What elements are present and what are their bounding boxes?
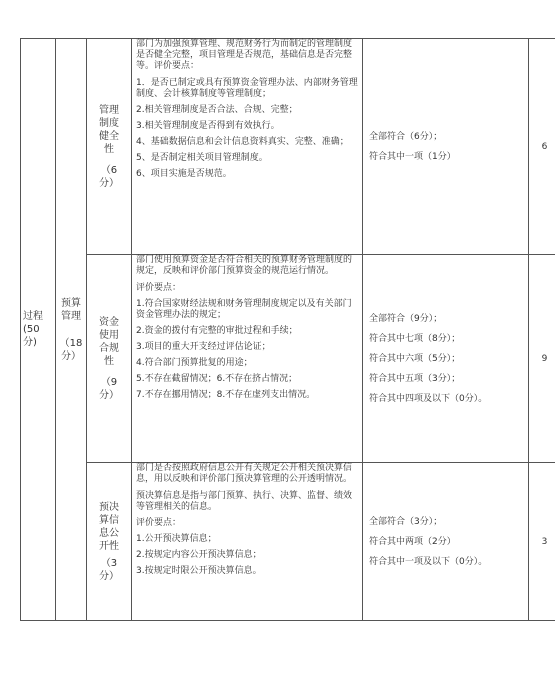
indicator-cell — [87, 463, 132, 621]
criteria-item: 全部符合（6分）； — [369, 131, 443, 142]
evaluation-table — [20, 38, 555, 621]
evaluation-point: 评价要点： — [136, 283, 182, 293]
criteria-item: 符合其中七项（8分）； — [369, 333, 461, 344]
indicator-name: 资金使用合规性 — [99, 316, 119, 367]
description-cell — [132, 39, 363, 255]
indicator-score: （3分） — [99, 557, 119, 582]
score-cell: 9 — [529, 255, 555, 463]
evaluation-point: 6、项目实施是否规范。 — [136, 169, 232, 179]
description-text: 部门是否按照政府信息公开有关规定公开相关预决算信息，用以反映和评价部门预决算管理的公开透明情况。 — [136, 463, 353, 484]
evaluation-point: 3.按规定时限公开预决算信息。 — [136, 566, 262, 576]
criteria-cell — [363, 463, 529, 621]
evaluation-point: 3.相关管理制度是否得到有效执行。 — [136, 121, 280, 131]
description-cell — [132, 255, 363, 463]
criteria-item: 全部符合（9分）； — [369, 313, 443, 324]
criteria-item: 符合其中两项（2分） — [369, 536, 456, 547]
criteria-item: 符合其中五项（3分）； — [369, 373, 461, 384]
indicator-cell — [87, 255, 132, 463]
evaluation-point: 7.不存在挪用情况；8.不存在虚列支出情况。 — [136, 390, 316, 400]
description-text: 部门使用预算资金是否符合相关的预算财务管理制度的规定，反映和评价部门预算资金的规范运行情况。 — [136, 255, 353, 276]
evaluation-point: 2.相关管理制度是否合法、合规、完整； — [136, 105, 298, 115]
criteria-item: 符合其中四项及以下（0分）。 — [369, 393, 488, 404]
evaluation-point: 预决算信息是指与部门预算、执行、决算、监督、绩效等管理相关的信息。 — [136, 491, 353, 512]
evaluation-point: 评价要点： — [136, 518, 182, 528]
table-row — [21, 255, 555, 463]
criteria-item: 符合其中六项（5分）； — [369, 353, 461, 364]
process-score: (50分) — [23, 324, 40, 348]
criteria-cell — [363, 39, 529, 255]
evaluation-point: 5、是否制定相关项目管理制度。 — [136, 153, 268, 163]
criteria-item: 符合其中一项及以下（0分）。 — [369, 556, 488, 567]
evaluation-point: 1.符合国家财经法规和财务管理制度规定以及有关部门资金管理办法的规定； — [136, 299, 352, 320]
evaluation-point: 1．是否已制定或具有预算资金管理办法、内部财务管理制度、会计核算制度等管理制度； — [136, 78, 358, 99]
evaluation-point: 2.按规定内容公开预决算信息； — [136, 550, 262, 560]
indicator-name: 管理制度健全性 — [99, 104, 119, 155]
evaluation-point: 4.符合部门预算批复的用途； — [136, 358, 253, 368]
description-cell — [132, 463, 363, 621]
evaluation-point: 2.资金的拨付有完整的审批过程和手续； — [136, 326, 298, 336]
description-text: 部门为加强预算管理、规范财务行为而制定的管理制度是否健全完整，项目管理是否规范，基础信息是否完整等。评价要点： — [136, 39, 353, 71]
indicator-score: （6分） — [99, 164, 119, 189]
evaluation-point: 3.项目的重大开支经过评估论证； — [136, 342, 271, 352]
criteria-item: 符合其中一项（1分） — [369, 151, 456, 162]
indicator-score: （9分） — [99, 376, 119, 401]
score-cell: 6 — [529, 39, 555, 255]
budget-mgmt-cell — [56, 39, 87, 621]
indicator-name: 预决算信息公开性 — [99, 501, 119, 552]
process-cell — [21, 39, 56, 621]
evaluation-point: 5.不存在截留情况；6.不存在挤占情况； — [136, 374, 298, 384]
process-name: 过程 — [23, 311, 43, 322]
criteria-cell — [363, 255, 529, 463]
budget-mgmt-name: 预算管理 — [61, 297, 81, 322]
criteria-item: 全部符合（3分）； — [369, 516, 443, 527]
budget-mgmt-score: （18分） — [59, 337, 83, 362]
table-row — [21, 39, 555, 255]
evaluation-point: 1.公开预决算信息； — [136, 534, 217, 544]
evaluation-point: 4、基础数据信息和会计信息资料真实、完整、准确； — [136, 137, 349, 147]
indicator-cell — [87, 39, 132, 255]
table-row — [21, 463, 555, 621]
score-cell: 3 — [529, 463, 555, 621]
